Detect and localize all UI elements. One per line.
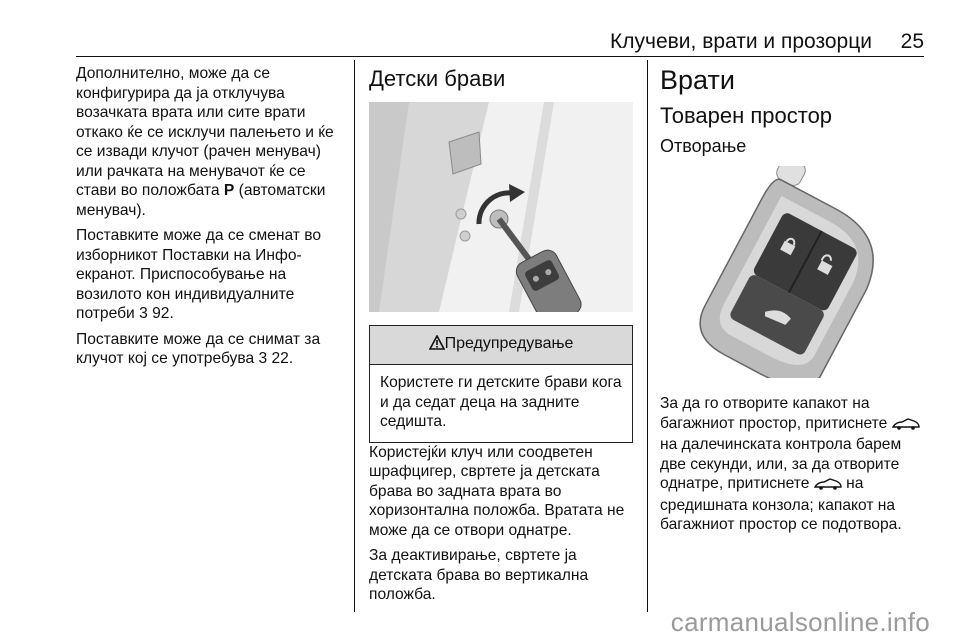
subheading-opening: Отворање bbox=[660, 136, 747, 156]
warning-text: Користете ги детските брави кога и да седат деца на задните седишта. bbox=[380, 374, 622, 430]
section-heading-child-locks: Детски брави bbox=[369, 66, 506, 91]
page-number: 25 bbox=[900, 30, 924, 53]
child-lock-door-illustration bbox=[369, 102, 633, 312]
remote-key-fob-illustration bbox=[660, 166, 930, 378]
paragraph-2: Поставките може да се сменат во изборникот Поставки на Инфо-екранот. Приспособување на возилото кон индивидуалните потреби 3 92. bbox=[76, 227, 322, 322]
trunk-open-icon[interactable] bbox=[814, 476, 842, 496]
column-divider-2 bbox=[647, 60, 648, 612]
page-ref-92[interactable]: 92 bbox=[152, 305, 170, 322]
column-divider-1 bbox=[354, 60, 355, 612]
warning-triangle-icon bbox=[429, 328, 445, 364]
warning-box bbox=[369, 325, 633, 443]
paragraph-3: Поставките може да се снимат за клучот кој се употребува 3 22. bbox=[76, 330, 321, 367]
header-rule bbox=[76, 56, 924, 57]
section-heading-doors: Врати bbox=[660, 65, 735, 95]
paragraph-opening: За да го отворите капакот на багажниот простор, притиснете на далечинската контрола барем две секунди, или, за да отворите однатре, притиснете на средишната конзола; капакот на багажниот простор се подотвора. bbox=[660, 394, 930, 535]
ref-arrow-icon: 3 bbox=[258, 350, 272, 367]
paragraph-child-lock-deactivate: За деактивирање, свртете ја детската брава во вертикална положба. bbox=[369, 547, 589, 603]
warning-header bbox=[370, 326, 632, 365]
warning-title: Предупредување bbox=[444, 335, 574, 352]
column-2 bbox=[369, 66, 633, 611]
page-ref-22[interactable]: 22 bbox=[271, 350, 289, 367]
subheading-load-compartment: Товарен простор bbox=[660, 103, 833, 128]
column-1 bbox=[76, 64, 344, 375]
header-title: Клучеви, врати и прозорци bbox=[610, 30, 872, 53]
column-3 bbox=[660, 64, 930, 541]
watermark: carmanualsonline.info bbox=[670, 607, 930, 637]
ref-arrow-icon: 3 bbox=[139, 305, 153, 322]
paragraph-1: Дополнително, може да се конфигурира да ја отклучува возачката врата или сите врати откако ќе се исклучи палењето и ќе се извади клучот (рачен менувач) или рачката на менувачот ќе се стави во положбата P (автоматски менувач). bbox=[76, 65, 334, 219]
trunk-open-icon[interactable] bbox=[892, 416, 920, 436]
paragraph-child-lock-activate: Користејќи клуч или соодветен шрафцигер, свртете ја детската брава во задната врата во хоризонтална положба. Вратата не може да се отвори однатре. bbox=[369, 443, 625, 539]
gear-position-p: P bbox=[223, 182, 235, 199]
